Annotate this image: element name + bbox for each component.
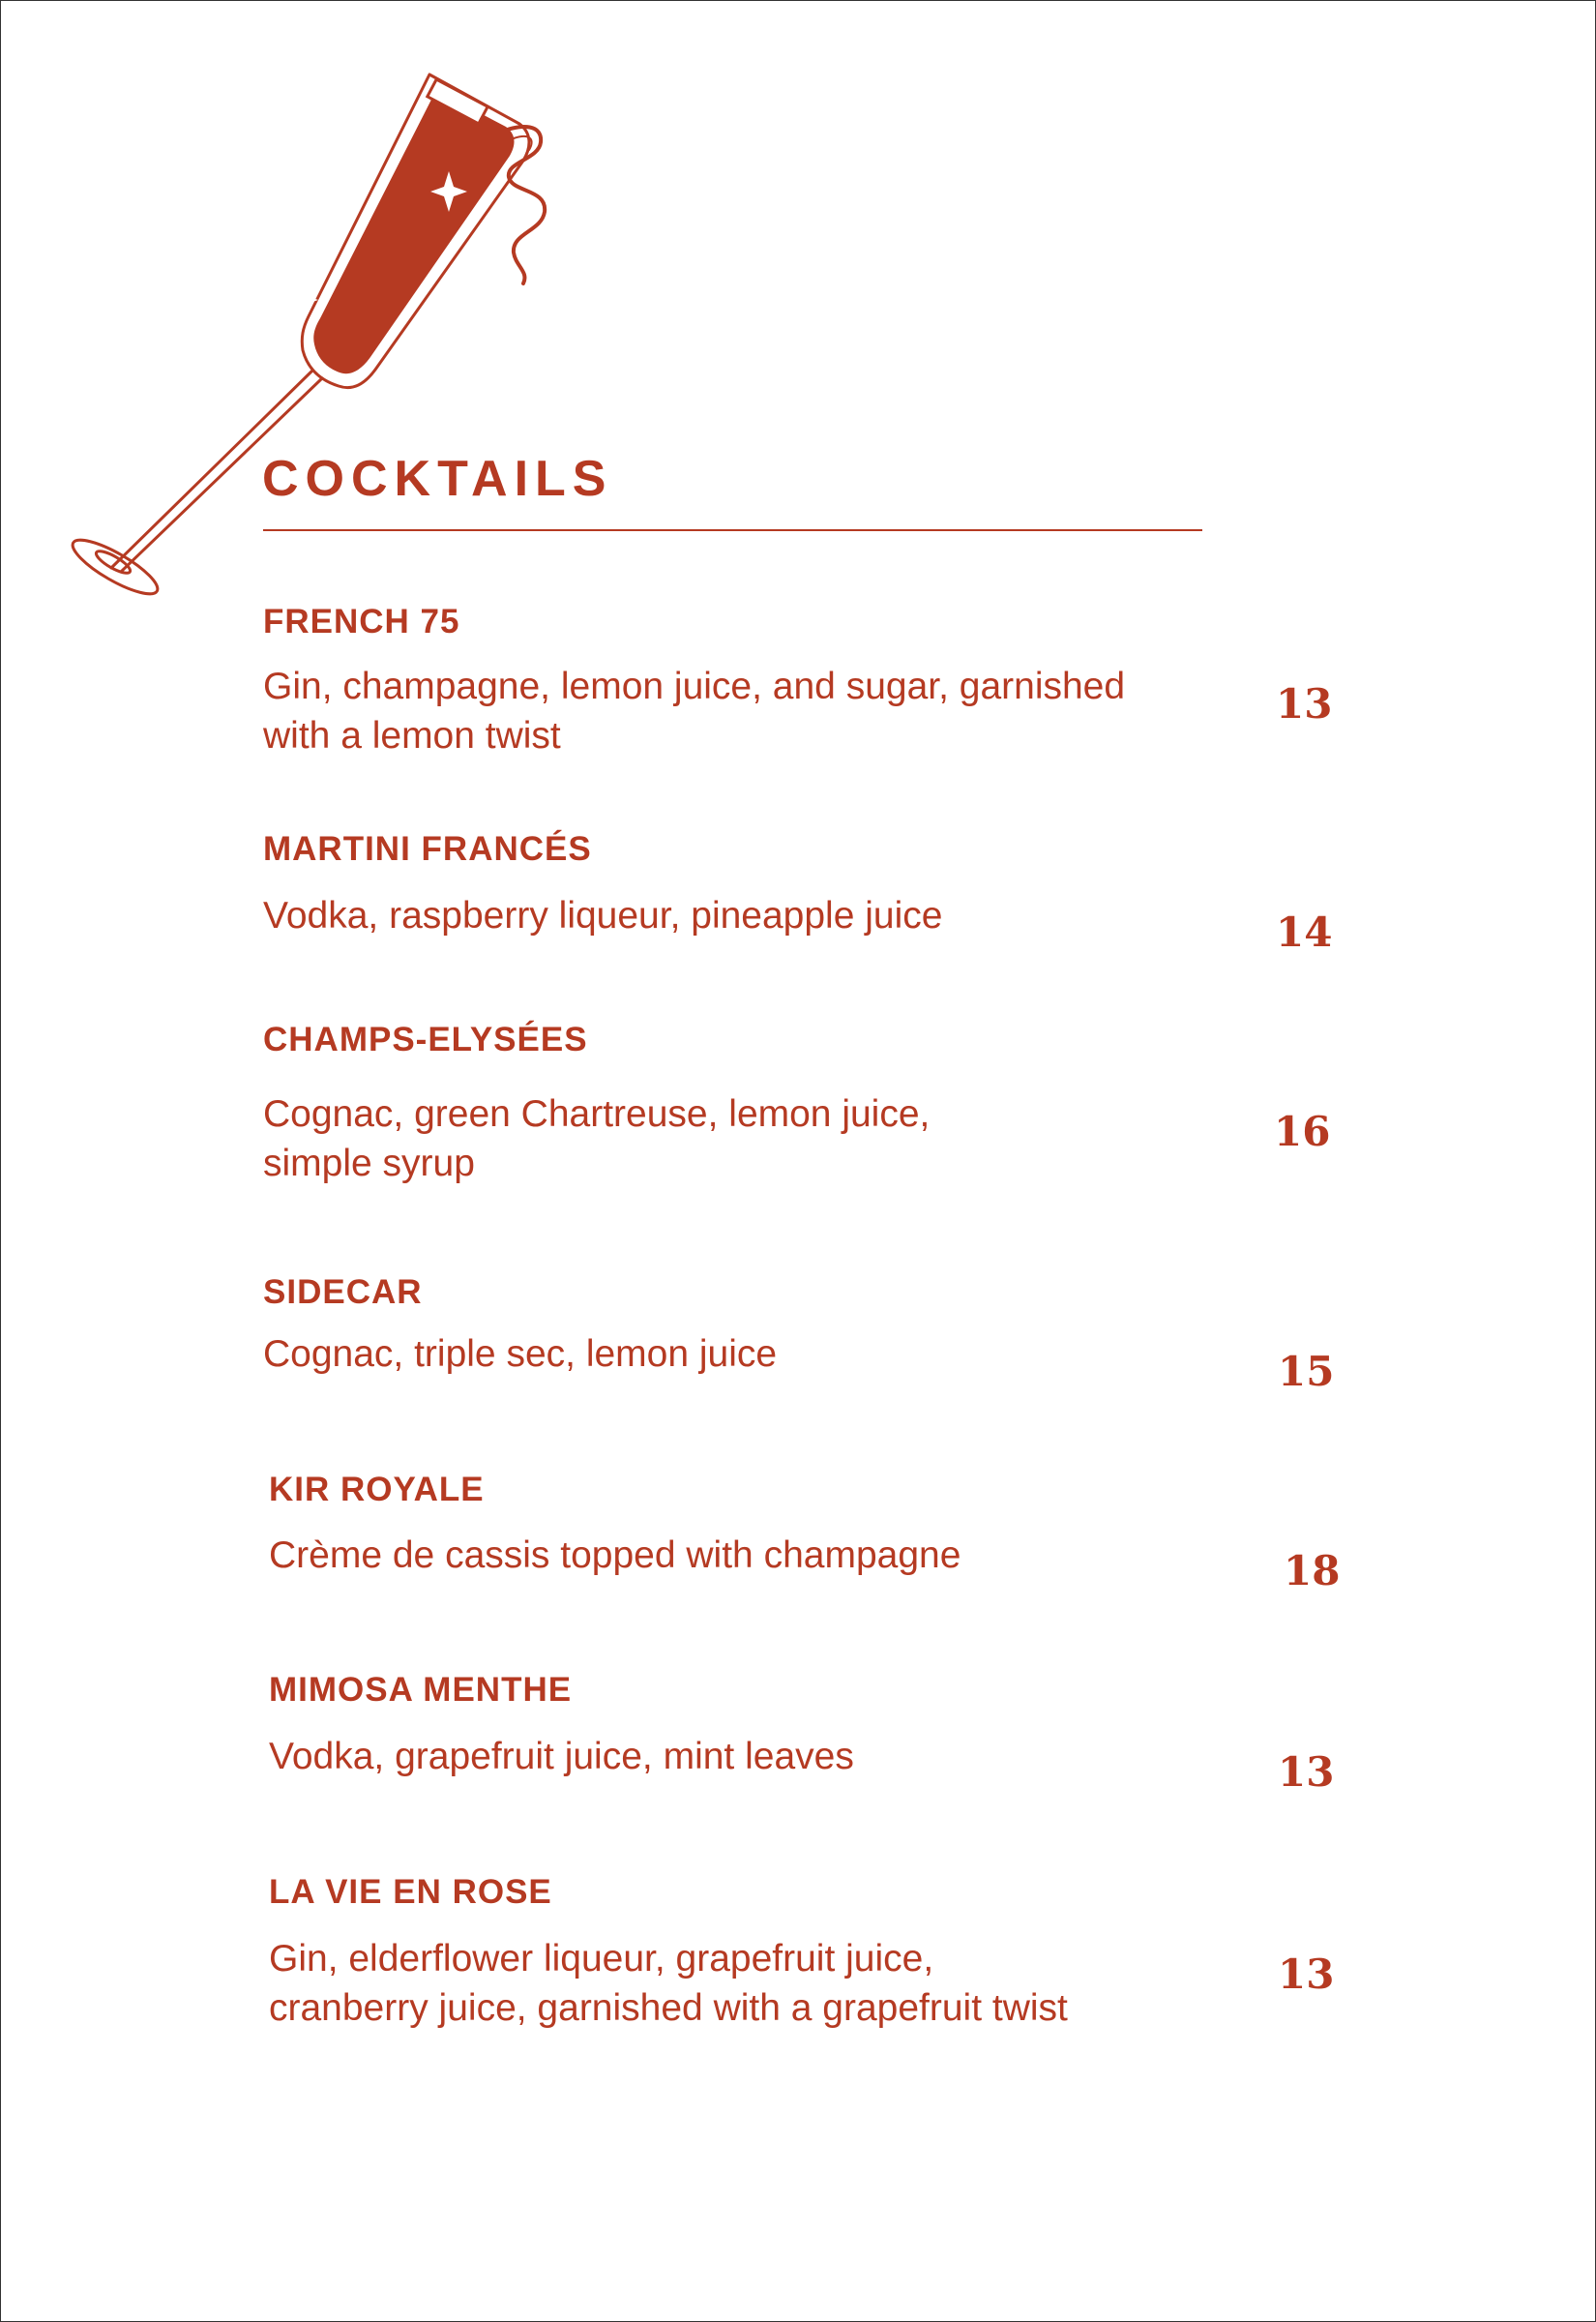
item-description: [263, 662, 1230, 760]
item-description: [263, 1089, 1230, 1188]
item-description-line: Vodka, raspberry liqueur, pineapple juice: [263, 895, 943, 937]
item-name: MIMOSA MENTHE: [269, 1671, 573, 1709]
item-description-line: Gin, elderflower liqueur, grapefruit juice,: [269, 1938, 934, 1980]
item-description-line: Vodka, grapefruit juice, mint leaves: [269, 1736, 854, 1777]
item-price: 13: [1278, 1950, 1335, 1998]
item-description-line: simple syrup: [263, 1143, 475, 1184]
item-description: [263, 891, 1230, 940]
item-name: KIR ROYALE: [269, 1471, 485, 1508]
item-name: LA VIE EN ROSE: [269, 1873, 552, 1911]
item-price: 14: [1276, 908, 1333, 956]
item-description: [269, 1531, 1236, 1580]
item-name: FRENCH 75: [263, 603, 460, 640]
item-description-line: Gin, champagne, lemon juice, and sugar, garnished: [263, 666, 1126, 707]
item-description: [263, 1329, 1230, 1379]
champagne-flute-icon: [59, 69, 601, 620]
item-price: 13: [1278, 1748, 1335, 1796]
item-description-line: with a lemon twist: [263, 715, 561, 757]
item-price: 18: [1284, 1547, 1341, 1594]
item-description-line: Crème de cassis topped with champagne: [269, 1534, 961, 1576]
item-name: SIDECAR: [263, 1273, 423, 1311]
item-price: 13: [1276, 680, 1333, 728]
item-name: CHAMPS-ELYSÉES: [263, 1021, 588, 1058]
item-description-line: Cognac, triple sec, lemon juice: [263, 1333, 778, 1375]
item-description-line: Cognac, green Chartreuse, lemon juice,: [263, 1093, 931, 1135]
item-description-line: cranberry juice, garnished with a grapefruit twist: [269, 1987, 1068, 2029]
item-price: 15: [1278, 1348, 1335, 1395]
title-divider: [263, 529, 1202, 531]
item-description: [269, 1934, 1236, 2033]
item-name: MARTINI FRANCÉS: [263, 830, 592, 868]
menu-title: COCKTAILS: [262, 451, 613, 507]
item-description: [269, 1732, 1236, 1781]
item-price: 16: [1274, 1108, 1331, 1155]
